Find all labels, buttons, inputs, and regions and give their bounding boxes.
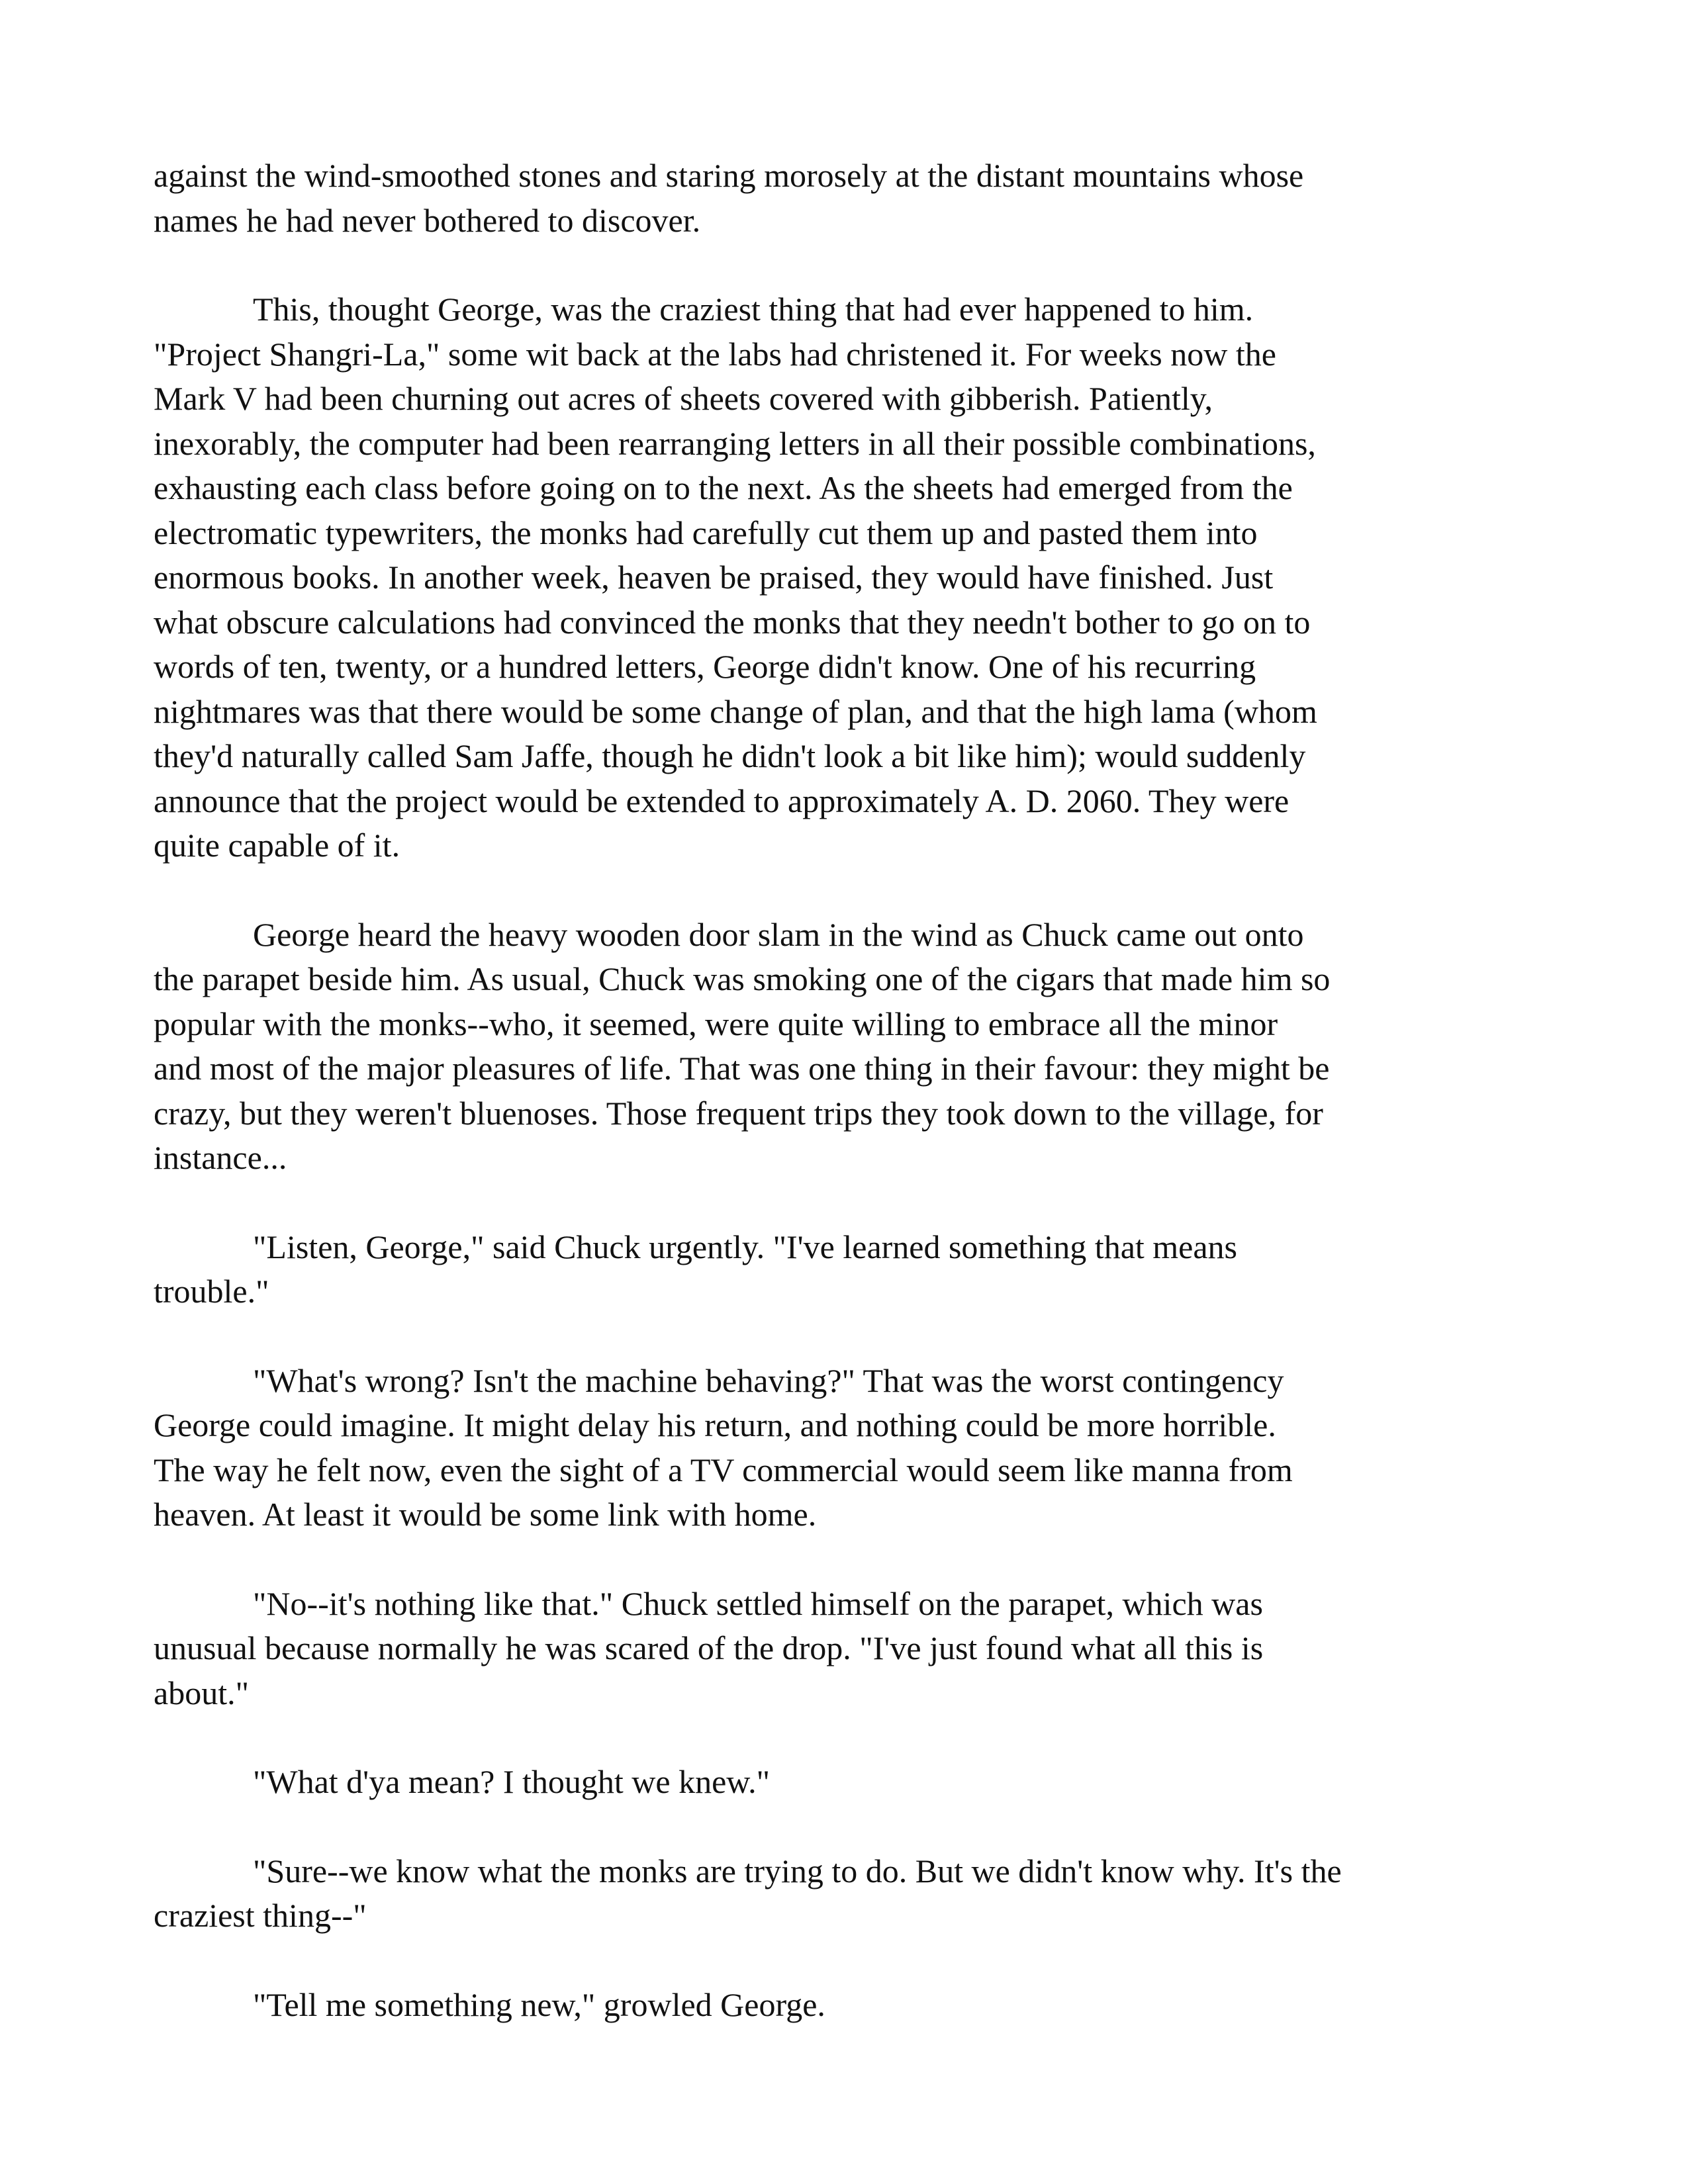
document-page <box>154 154 1550 2071</box>
paragraph-9 <box>154 1983 1550 2028</box>
text-line: what obscure calculations had convinced the monks that they needn't bother to go on to <box>154 603 1311 641</box>
text-line: unusual because normally he was scared of the drop. "I've just found what all this is <box>154 1629 1264 1666</box>
text-line: quite capable of it. <box>154 827 400 864</box>
text-line: "Project Shangri-La," some wit back at the labs had christened it. For weeks now the <box>154 335 1276 373</box>
paragraph-3 <box>154 913 1550 1181</box>
text-line: about." <box>154 1674 249 1711</box>
text-line: instance... <box>154 1139 287 1176</box>
text-line: craziest thing--" <box>154 1897 367 1934</box>
text-line: announce that the project would be extended to approximately A. D. 2060. They were <box>154 782 1289 819</box>
text-line: they'd naturally called Sam Jaffe, though he didn't look a bit like him); would suddenly <box>154 737 1306 774</box>
text-line: electromatic typewriters, the monks had carefully cut them up and pasted them into <box>154 514 1258 551</box>
text-line: George heard the heavy wooden door slam in the wind as Chuck came out onto <box>253 915 1304 953</box>
text-line: "Tell me something new," growled George. <box>253 1985 825 2023</box>
text-line: "Sure--we know what the monks are trying to do. But we didn't know why. It's the <box>253 1852 1342 1889</box>
text-line: trouble." <box>154 1273 269 1310</box>
text-line: inexorably, the computer had been rearranging letters in all their possible combinations, <box>154 424 1316 462</box>
text-line: "Listen, George," said Chuck urgently. "I've learned something that means <box>253 1228 1238 1265</box>
text-line: enormous books. In another week, heaven be praised, they would have finished. Just <box>154 559 1274 596</box>
text-line: "No--it's nothing like that." Chuck settled himself on the parapet, which was <box>253 1584 1263 1622</box>
text-line: popular with the monks--who, it seemed, were quite willing to embrace all the minor <box>154 1005 1278 1042</box>
paragraph-4 <box>154 1225 1550 1314</box>
paragraph-2 <box>154 287 1550 868</box>
text-line: the parapet beside him. As usual, Chuck was smoking one of the cigars that made him so <box>154 960 1331 997</box>
text-line: and most of the major pleasures of life. That was one thing in their favour: they might be <box>154 1050 1330 1087</box>
paragraph-7 <box>154 1760 1550 1805</box>
paragraph-5 <box>154 1359 1550 1537</box>
paragraph-8 <box>154 1849 1550 1938</box>
text-line: against the wind-smoothed stones and staring morosely at the distant mountains whose <box>154 157 1304 194</box>
text-line: The way he felt now, even the sight of a TV commercial would seem like manna from <box>154 1451 1293 1488</box>
text-line: This, thought George, was the craziest thing that had ever happened to him. <box>253 291 1254 328</box>
text-line: nightmares was that there would be some change of plan, and that the high lama (whom <box>154 692 1317 730</box>
paragraph-1 <box>154 154 1550 243</box>
text-line: crazy, but they weren't bluenoses. Those frequent trips they took down to the village, for <box>154 1094 1323 1132</box>
text-line: exhausting each class before going on to the next. As the sheets had emerged from the <box>154 469 1293 506</box>
text-line: "What's wrong? Isn't the machine behaving?" That was the worst contingency <box>253 1361 1284 1399</box>
paragraph-6 <box>154 1582 1550 1716</box>
text-line: "What d'ya mean? I thought we knew." <box>253 1763 771 1800</box>
text-line: George could imagine. It might delay his return, and nothing could be more horrible. <box>154 1406 1276 1443</box>
text-line: words of ten, twenty, or a hundred letters, George didn't know. One of his recurring <box>154 648 1256 685</box>
text-line: heaven. At least it would be some link with home. <box>154 1496 817 1533</box>
text-line: Mark V had been churning out acres of sheets covered with gibberish. Patiently, <box>154 380 1213 417</box>
text-line: names he had never bothered to discover. <box>154 201 701 239</box>
